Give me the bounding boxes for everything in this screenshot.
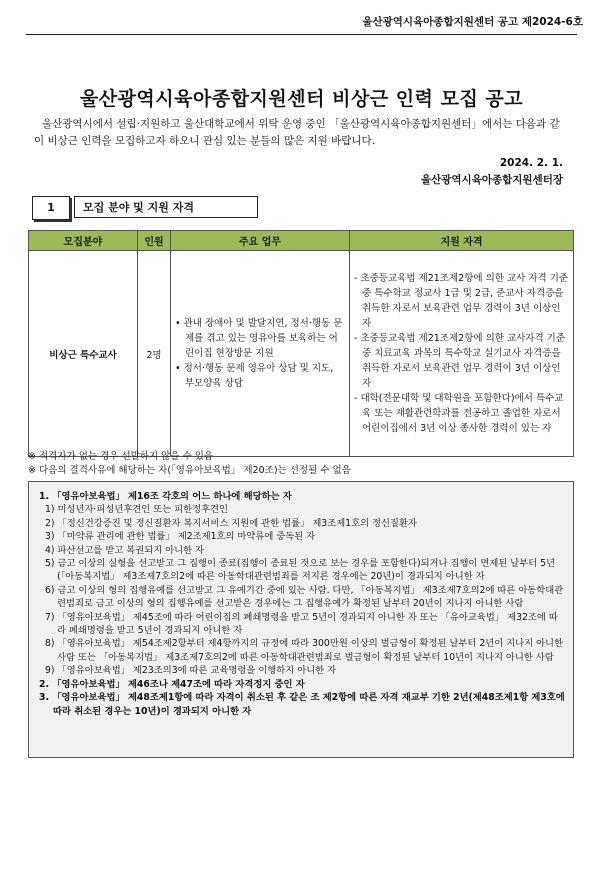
cell-count: 2명	[138, 251, 171, 457]
announcement-date: 2024. 2. 1.	[499, 157, 563, 169]
disq-heading-2: 2. 「영유아보육법」 제46조나 제47조에 따라 자격정지 중인 자	[39, 678, 305, 690]
disq-item: 5) 금고 이상의 실형을 선고받고 그 집행이 종료(집행이 종료된 것으로 보는 경우를 포함한다)되거나 집행이 면제된 날부터 5년(「아동복지법」 제3조제7호의2에 따른 아동학대관련범죄를 저지른 경우에는 20년)이 경과되지 아니한 자	[45, 558, 556, 583]
note-line: ※ 다음의 결격사유에 해당하는 자(「영유아보육법」 제20조)는 선정될 수 없음	[28, 465, 351, 476]
disq-item: 3) 「마약류 관리에 관한 법률」 제2조제1호의 마약류에 중독된 자	[45, 531, 316, 543]
header-divider	[26, 34, 577, 35]
note-line: ※ 적격자가 없는 경우 선발하지 않을 수 있음	[28, 451, 214, 462]
announcement-number: 울산광역시육아종합지원센터 공고 제2024-6호	[362, 16, 583, 28]
section-number: 1	[32, 196, 70, 220]
cell-qualifications	[350, 251, 574, 457]
disq-item: 7) 「영유아보육법」 제45조에 따라 어린이집의 폐쇄명령을 받고 5년이 경과되지 아니한 자 또는 「유아교육법」 제32조에 따라 폐쇄명령을 받고 5년이 경과되지 아니한 자	[45, 611, 558, 637]
disq-item: 1) 미성년자·피성년후견인 또는 피한정후견인	[45, 504, 229, 516]
disq-item: 4) 파산선고를 받고 복권되지 아니한 자	[45, 544, 205, 556]
cell-field: 비상근 특수교사	[29, 251, 138, 457]
recruitment-table	[28, 230, 574, 457]
duty-item: • 정서·행동 문제 영유아 상담 및 지도, 부모양육 상담	[175, 363, 334, 389]
disq-item: 8) 「영유아보육법」 제54조제2항부터 제4항까지의 규정에 따라 300만원 이상의 벌금형이 확정된 날부터 2년이 지나지 아니한 사람 또는 「아동복지법」 제3조제7호의2에 따른 아동학대관련범죄로 벌금형이 확정된 날부터 10년이 지나지 아니한 사람	[45, 638, 564, 663]
qualification-item: - 대학(전문대학 및 대학원을 포함한다)에서 특수교육 또는 재활관련학과를 전공하고 졸업한 자로서 어린이집에서 3년 이상 종사한 경력이 있는 자	[354, 393, 564, 434]
table-row	[29, 251, 574, 457]
intro-text: 울산광역시에서 설립·지원하고 울산대학교에서 위탁 운영 중인 「울산광역시육아종합지원센터」에서는 다음과 같이 비상근 인력을 모집하고자 하오니 관심 있는 분들의 많은 지원 바랍니다.	[34, 118, 560, 147]
disqualification-box	[28, 481, 574, 758]
issuing-organization: 울산광역시육아종합지원센터장	[420, 174, 563, 186]
header-field: 모집분야	[29, 231, 138, 251]
qualification-item: - 초중등교육법 제21조제2항에 의한 교사자격 기준 중 치료교육 과목의 특수학교 실기교사 자격증을 취득한 자로서 보육관련 업무 경력이 3년 이상인 자	[354, 333, 566, 389]
table-header-row	[29, 231, 574, 251]
notes	[28, 450, 351, 478]
intro-paragraph	[34, 116, 569, 150]
duty-item: • 관내 장애아 및 발달지연, 정서·행동 문제를 겪고 있는 영유아를 보육하는 어린이집 현장방문 지원	[175, 318, 343, 359]
header-qualifications: 지원 자격	[350, 231, 574, 251]
header-duties: 주요 업무	[171, 231, 350, 251]
header-count: 인원	[138, 231, 171, 251]
page-title: 울산광역시육아종합지원센터 비상근 인력 모집 공고	[79, 88, 524, 110]
disq-heading-1: 1. 「영유아보육법」 제16조 각호의 어느 하나에 해당하는 자	[39, 491, 292, 502]
section-title: 모집 분야 및 지원 자격	[74, 196, 258, 218]
disq-item: 2) 「정신건강증진 및 정신질환자 복지서비스 지원에 관한 법률」 제3조제1호의 정신질환자	[45, 517, 417, 529]
qualification-item: - 초중등교육법 제21조제2항에 의한 교사 자격 기준 중 특수학교 정교사 1급 및 2급, 준교사 자격증을 취득한 자로서 보육관련 업무 경력이 3년 이상인 자	[354, 273, 569, 329]
disq-heading-3: 3. 「영유아보육법」 제48조제1항에 따라 자격이 취소된 후 같은 조 제2항에 따른 자격 재교부 기한 2년(제48조제1항 제3호에 따라 취소된 경우는 10년)이 경과되지 아니한 자	[39, 692, 565, 717]
disq-item: 6) 금고 이상의 형의 집행유예를 선고받고 그 유예기간 중에 있는 사람. 다만, 「아동복지법」 제3조제7호의2에 따른 아동학대관련범죄로 금고 이상의 형의 집행유예를 선고받은 경우에는 그 집행유예가 확정된 날부터 20년이 지나지 아니한 사람	[45, 584, 564, 610]
disq-item: 9) 「영유아보육법」 제23조의3에 따른 교육명령을 이행하지 아니한 자	[45, 665, 337, 677]
cell-duties	[171, 251, 350, 457]
